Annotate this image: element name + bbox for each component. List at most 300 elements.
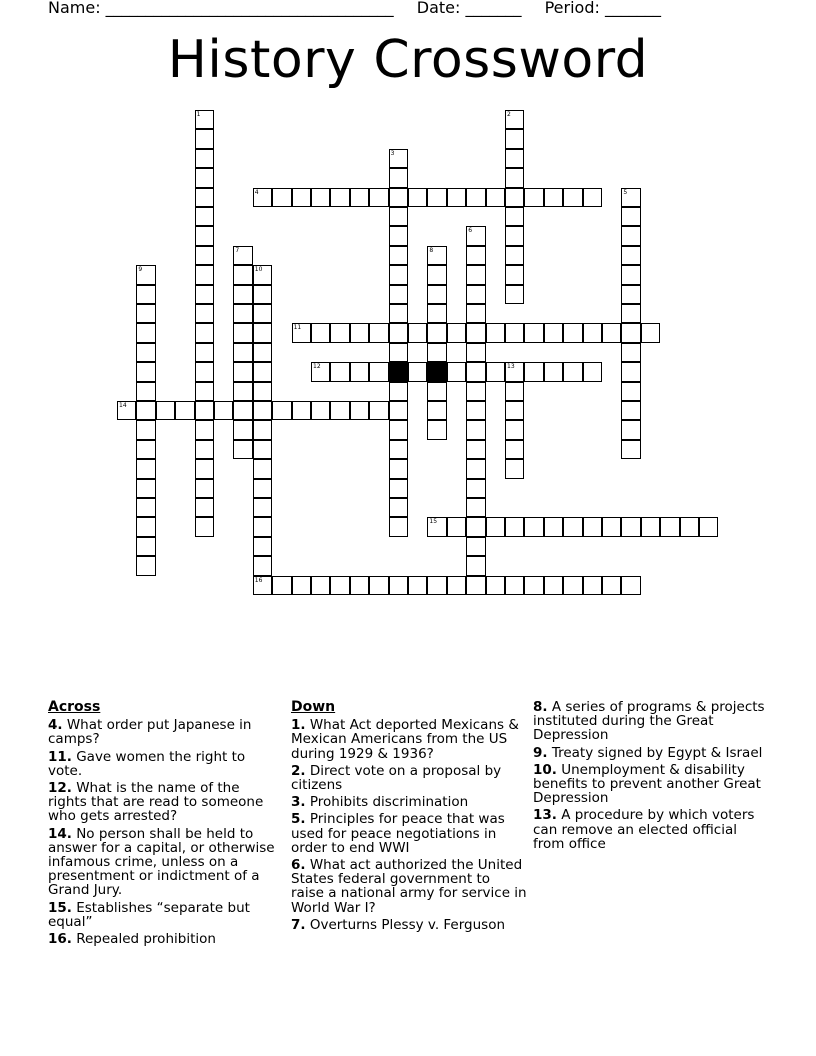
clue-number-label: 7.: [291, 916, 306, 933]
clue-number: 5: [623, 188, 628, 196]
grid-cell[interactable]: [427, 323, 446, 342]
grid-cell[interactable]: [117, 401, 136, 420]
grid-cell[interactable]: [466, 226, 485, 245]
clue-number: 6: [468, 227, 473, 235]
grid-cell[interactable]: [486, 517, 505, 536]
grid-cell[interactable]: [389, 168, 408, 187]
grid-cell[interactable]: [466, 517, 485, 536]
grid-cell[interactable]: [136, 401, 155, 420]
grid-cell[interactable]: [621, 576, 640, 595]
grid-cell[interactable]: [466, 401, 485, 420]
page-title: History Crossword: [167, 30, 649, 90]
clue-item: [291, 918, 527, 932]
grid-cell[interactable]: [136, 420, 155, 439]
clue-number: 15: [429, 518, 438, 526]
grid-cell[interactable]: [253, 440, 272, 459]
grid-cell[interactable]: [330, 401, 349, 420]
grid-cell[interactable]: [466, 382, 485, 401]
grid-cell[interactable]: [253, 459, 272, 478]
grid-cell[interactable]: [621, 382, 640, 401]
clue-text: Prohibits discrimination: [305, 794, 469, 811]
grid-cell[interactable]: [621, 323, 640, 342]
grid-cell[interactable]: [233, 246, 252, 265]
grid-cell[interactable]: [233, 401, 252, 420]
grid-cell[interactable]: [699, 517, 718, 536]
clue-item: [48, 718, 280, 746]
grid-cell[interactable]: [195, 304, 214, 323]
grid-cell[interactable]: [233, 304, 252, 323]
grid-cell[interactable]: [272, 576, 291, 595]
grid-cell[interactable]: [175, 401, 194, 420]
grid-cell[interactable]: [466, 440, 485, 459]
clue-number: 4: [254, 188, 259, 196]
grid-cell[interactable]: [350, 362, 369, 381]
clue-text: Gave women the right to vote.: [48, 748, 246, 779]
grid-cell[interactable]: [369, 401, 388, 420]
across-heading: Across: [48, 699, 101, 715]
grid-cell[interactable]: [466, 537, 485, 556]
grid-cell[interactable]: [544, 362, 563, 381]
grid-cell[interactable]: [524, 362, 543, 381]
grid-cell[interactable]: [195, 129, 214, 148]
grid-cell[interactable]: [253, 382, 272, 401]
grid-cell[interactable]: [311, 323, 330, 342]
grid-cell[interactable]: [466, 556, 485, 575]
grid-cell[interactable]: [524, 517, 543, 536]
down-heading: Down: [291, 699, 336, 715]
clue-text: No person shall be held to answer for a capital, or otherwise infamous crime, unless on a presentment or indictment of a Grand Jury.: [48, 825, 275, 899]
clue-number: 9: [138, 266, 143, 274]
grid-cell[interactable]: [253, 401, 272, 420]
grid-cell[interactable]: [330, 188, 349, 207]
grid-cell[interactable]: [311, 576, 330, 595]
clue-number: 2: [507, 111, 511, 118]
grid-cell[interactable]: [233, 323, 252, 342]
grid-cell[interactable]: [350, 576, 369, 595]
grid-cell[interactable]: [195, 479, 214, 498]
grid-cell[interactable]: [369, 362, 388, 381]
grid-cell[interactable]: [389, 265, 408, 284]
grid-cell[interactable]: [563, 188, 582, 207]
name-field[interactable]: Name: ____________________________________: [48, 0, 394, 17]
clue-item: [291, 812, 527, 855]
grid-cell[interactable]: [583, 517, 602, 536]
clue-number-label: 12.: [48, 780, 72, 797]
grid-cell[interactable]: [427, 401, 446, 420]
grid-cell[interactable]: [466, 420, 485, 439]
grid-cell[interactable]: [427, 188, 446, 207]
grid-cell[interactable]: [272, 188, 291, 207]
grid-cell[interactable]: [466, 479, 485, 498]
clue-number: 14: [119, 402, 127, 409]
grid-cell[interactable]: [195, 459, 214, 478]
grid-cell[interactable]: [253, 498, 272, 517]
grid-cell[interactable]: [621, 246, 640, 265]
grid-cell[interactable]: [389, 343, 408, 362]
clue-text: What order put Japanese in camps?: [48, 717, 252, 748]
grid-cell[interactable]: [466, 343, 485, 362]
clue-item: [48, 932, 280, 946]
clue-item: [48, 827, 280, 898]
grid-cell[interactable]: [641, 323, 660, 342]
grid-cell[interactable]: [505, 265, 524, 284]
grid-cell[interactable]: [136, 498, 155, 517]
grid-cell[interactable]: [389, 226, 408, 245]
grid-cell[interactable]: [544, 188, 563, 207]
clue-number: 12: [313, 363, 321, 371]
grid-cell[interactable]: [195, 226, 214, 245]
grid-cell[interactable]: [447, 517, 466, 536]
grid-cell[interactable]: [389, 459, 408, 478]
grid-cell[interactable]: [195, 401, 214, 420]
grid-cell[interactable]: [389, 420, 408, 439]
clue-item: [533, 746, 765, 760]
grid-cell[interactable]: [447, 188, 466, 207]
grid-cell[interactable]: [253, 188, 272, 207]
grid-cell[interactable]: [563, 362, 582, 381]
grid-cell[interactable]: [233, 420, 252, 439]
grid-cell[interactable]: [195, 285, 214, 304]
grid-cell[interactable]: [505, 323, 524, 342]
clue-number: 8: [429, 246, 434, 254]
grid-cell[interactable]: [524, 576, 543, 595]
grid-cell[interactable]: [621, 226, 640, 245]
clue-item: [48, 901, 280, 929]
grid-cell[interactable]: [602, 517, 621, 536]
grid-cell[interactable]: [427, 265, 446, 284]
grid-cell[interactable]: [505, 246, 524, 265]
clue-number-label: 6.: [291, 857, 306, 874]
grid-cell[interactable]: [505, 576, 524, 595]
grid-cell[interactable]: [136, 265, 155, 284]
grid-cell[interactable]: [253, 576, 272, 595]
period-field[interactable]: Period: _______: [544, 0, 661, 17]
grid-cell[interactable]: [621, 207, 640, 226]
grid-cell[interactable]: [195, 323, 214, 342]
clue-item: [291, 795, 527, 809]
date-field[interactable]: Date: _______: [416, 0, 522, 17]
grid-cell[interactable]: [195, 498, 214, 517]
grid-cell[interactable]: [544, 323, 563, 342]
grid-cell[interactable]: [389, 323, 408, 342]
grid-cell[interactable]: [544, 576, 563, 595]
grid-cell[interactable]: [350, 188, 369, 207]
grid-cell[interactable]: [330, 576, 349, 595]
clue-number-label: 10.: [533, 761, 557, 778]
grid-cell[interactable]: [195, 440, 214, 459]
grid-cell[interactable]: [466, 576, 485, 595]
grid-cell[interactable]: [408, 362, 427, 381]
grid-cell[interactable]: [195, 382, 214, 401]
grid-cell[interactable]: [427, 576, 446, 595]
grid-cell[interactable]: [621, 440, 640, 459]
grid-cell[interactable]: [233, 362, 252, 381]
grid-cell[interactable]: [195, 517, 214, 536]
grid-cell[interactable]: [524, 323, 543, 342]
grid-cell[interactable]: [311, 362, 330, 381]
grid-cell[interactable]: [602, 576, 621, 595]
grid-cell[interactable]: [408, 323, 427, 342]
grid-cell[interactable]: [195, 420, 214, 439]
clue-item: [291, 858, 527, 915]
grid-cell[interactable]: [427, 343, 446, 362]
grid-cell[interactable]: [621, 343, 640, 362]
grid-cell[interactable]: [389, 246, 408, 265]
grid-cell[interactable]: [466, 265, 485, 284]
grid-cell[interactable]: [505, 188, 524, 207]
grid-cell[interactable]: [427, 285, 446, 304]
grid-cell[interactable]: [389, 479, 408, 498]
clue-item: [533, 700, 765, 743]
grid-cell[interactable]: [427, 382, 446, 401]
clue-text: Establishes “separate but equal”: [48, 899, 250, 930]
grid-cell[interactable]: [136, 343, 155, 362]
grid-cell[interactable]: [621, 517, 640, 536]
grid-cell[interactable]: [136, 362, 155, 381]
grid-cell[interactable]: [195, 149, 214, 168]
grid-cell[interactable]: [466, 323, 485, 342]
grid-cell[interactable]: [505, 382, 524, 401]
grid-cell[interactable]: [136, 556, 155, 575]
grid-cell[interactable]: [505, 362, 524, 381]
grid-cell[interactable]: [583, 188, 602, 207]
clue-text: Unemployment & disability benefits to prevent another Great Depression: [533, 761, 761, 807]
grid-cell[interactable]: [195, 362, 214, 381]
grid-cell[interactable]: [680, 517, 699, 536]
grid-cell[interactable]: [389, 498, 408, 517]
grid-cell[interactable]: [621, 265, 640, 284]
grid-cell[interactable]: [253, 304, 272, 323]
across-clue-list: [48, 718, 280, 946]
grid-cell[interactable]: [486, 188, 505, 207]
grid-cell[interactable]: [233, 265, 252, 284]
blocked-cell: [389, 362, 408, 381]
grid-cell[interactable]: [136, 285, 155, 304]
grid-cell[interactable]: [253, 537, 272, 556]
grid-cell[interactable]: [253, 323, 272, 342]
grid-cell[interactable]: [330, 362, 349, 381]
grid-cell[interactable]: [136, 537, 155, 556]
clue-number: 16: [254, 576, 263, 584]
grid-cell[interactable]: [253, 265, 272, 284]
grid-cell[interactable]: [292, 323, 311, 342]
grid-cell[interactable]: [195, 168, 214, 187]
clue-text: What act authorized the United States federal government to raise a national army for service in World War I?: [291, 857, 527, 916]
grid-cell[interactable]: [136, 517, 155, 536]
clue-item: [533, 763, 765, 806]
grid-cell[interactable]: [544, 517, 563, 536]
grid-cell[interactable]: [292, 401, 311, 420]
grid-cell[interactable]: [466, 304, 485, 323]
clue-text: Treaty signed by Egypt & Israel: [547, 744, 763, 761]
clue-number: 11: [293, 324, 302, 332]
grid-cell[interactable]: [505, 420, 524, 439]
grid-cell[interactable]: [253, 343, 272, 362]
grid-cell[interactable]: [233, 285, 252, 304]
grid-cell[interactable]: [369, 576, 388, 595]
clue-text: Repealed prohibition: [71, 931, 216, 948]
clue-text: What Act deported Mexicans & Mexican Americans from the US during 1929 & 1936?: [291, 717, 519, 762]
grid-cell[interactable]: [447, 323, 466, 342]
grid-cell[interactable]: [233, 440, 252, 459]
grid-cell[interactable]: [195, 110, 214, 129]
clue-number-label: 1.: [291, 717, 306, 734]
grid-cell[interactable]: [505, 207, 524, 226]
grid-cell[interactable]: [311, 401, 330, 420]
clue-number-label: 9.: [533, 744, 548, 761]
grid-cell[interactable]: [524, 188, 543, 207]
down-clues-continued: [533, 700, 765, 854]
grid-cell[interactable]: [466, 498, 485, 517]
grid-cell[interactable]: [621, 420, 640, 439]
grid-cell[interactable]: [136, 459, 155, 478]
clue-item: [291, 764, 527, 792]
grid-cell[interactable]: [505, 459, 524, 478]
grid-cell[interactable]: [136, 479, 155, 498]
grid-cell[interactable]: [505, 401, 524, 420]
grid-cell[interactable]: [195, 343, 214, 362]
grid-cell[interactable]: [389, 576, 408, 595]
grid-cell[interactable]: [253, 285, 272, 304]
grid-cell[interactable]: [466, 362, 485, 381]
grid-cell[interactable]: [505, 517, 524, 536]
grid-cell[interactable]: [621, 401, 640, 420]
grid-cell[interactable]: [253, 556, 272, 575]
grid-cell[interactable]: [466, 285, 485, 304]
grid-cell[interactable]: [505, 168, 524, 187]
grid-cell[interactable]: [389, 304, 408, 323]
grid-cell[interactable]: [583, 362, 602, 381]
clue-number: 10: [254, 266, 263, 274]
clue-number-label: 14.: [48, 825, 72, 842]
grid-cell[interactable]: [563, 576, 582, 595]
grid-cell[interactable]: [350, 401, 369, 420]
grid-cell[interactable]: [389, 382, 408, 401]
grid-cell[interactable]: [408, 188, 427, 207]
clue-text: Principles for peace that was used for peace negotiations in order to end WWI: [291, 811, 505, 856]
down-clue-list-continued: [533, 700, 765, 851]
grid-cell[interactable]: [389, 517, 408, 536]
grid-cell[interactable]: [330, 323, 349, 342]
grid-cell[interactable]: [486, 576, 505, 595]
grid-cell[interactable]: [466, 246, 485, 265]
clue-item: [48, 750, 280, 778]
grid-cell[interactable]: [602, 323, 621, 342]
grid-cell[interactable]: [660, 517, 679, 536]
grid-cell[interactable]: [505, 149, 524, 168]
grid-cell[interactable]: [466, 459, 485, 478]
grid-cell[interactable]: [311, 188, 330, 207]
grid-cell[interactable]: [466, 188, 485, 207]
grid-cell[interactable]: [389, 188, 408, 207]
grid-cell[interactable]: [621, 285, 640, 304]
grid-cell[interactable]: [156, 401, 175, 420]
grid-cell[interactable]: [563, 323, 582, 342]
grid-cell[interactable]: [427, 246, 446, 265]
grid-cell[interactable]: [389, 207, 408, 226]
clue-number-label: 13.: [533, 807, 557, 824]
across-clues: [48, 700, 280, 949]
grid-cell[interactable]: [350, 323, 369, 342]
grid-cell[interactable]: [195, 188, 214, 207]
grid-cell[interactable]: [583, 576, 602, 595]
clue-number-label: 11.: [48, 748, 72, 765]
grid-cell[interactable]: [253, 420, 272, 439]
clue-item: [533, 808, 765, 851]
grid-cell[interactable]: [505, 285, 524, 304]
clue-number-label: 16.: [48, 931, 72, 948]
grid-cell[interactable]: [369, 188, 388, 207]
blocked-cell: [427, 362, 446, 381]
grid-cell[interactable]: [195, 246, 214, 265]
grid-cell[interactable]: [389, 401, 408, 420]
grid-cell[interactable]: [389, 285, 408, 304]
grid-cell[interactable]: [447, 362, 466, 381]
grid-cell[interactable]: [583, 323, 602, 342]
grid-cell[interactable]: [427, 304, 446, 323]
grid-cell[interactable]: [641, 517, 660, 536]
grid-cell[interactable]: [389, 440, 408, 459]
grid-cell[interactable]: [621, 362, 640, 381]
grid-cell[interactable]: [505, 129, 524, 148]
clue-item: [291, 718, 527, 761]
grid-cell[interactable]: [505, 440, 524, 459]
clue-number-label: 8.: [533, 699, 548, 715]
grid-cell[interactable]: [505, 110, 524, 129]
grid-cell[interactable]: [253, 517, 272, 536]
grid-cell[interactable]: [292, 188, 311, 207]
grid-cell[interactable]: [136, 304, 155, 323]
clue-number: 1: [196, 111, 201, 118]
grid-cell[interactable]: [427, 517, 446, 536]
grid-cell[interactable]: [408, 576, 427, 595]
grid-cell[interactable]: [486, 362, 505, 381]
grid-cell[interactable]: [136, 323, 155, 342]
clue-number-label: 2.: [291, 762, 306, 779]
grid-cell[interactable]: [195, 207, 214, 226]
clue-number-label: 4.: [48, 717, 63, 734]
grid-cell[interactable]: [505, 226, 524, 245]
grid-cell[interactable]: [427, 420, 446, 439]
clue-text: A series of programs & projects instituted during the Great Depression: [533, 699, 765, 744]
clue-text: A procedure by which voters can remove an elected official from office: [533, 807, 755, 852]
grid-cell[interactable]: [253, 362, 272, 381]
clue-number: 7: [235, 246, 240, 254]
clue-number: 3: [390, 149, 395, 157]
grid-cell[interactable]: [486, 323, 505, 342]
grid-cell[interactable]: [136, 382, 155, 401]
grid-cell[interactable]: [621, 188, 640, 207]
grid-cell[interactable]: [214, 401, 233, 420]
grid-cell[interactable]: [621, 304, 640, 323]
clue-number-label: 5.: [291, 811, 306, 828]
clue-text: Direct vote on a proposal by citizens: [291, 762, 502, 794]
grid-cell[interactable]: [195, 265, 214, 284]
grid-cell[interactable]: [563, 517, 582, 536]
grid-cell[interactable]: [292, 576, 311, 595]
grid-cell[interactable]: [136, 440, 155, 459]
clue-number-label: 3.: [291, 794, 306, 811]
grid-cell[interactable]: [272, 401, 291, 420]
grid-cell[interactable]: [233, 382, 252, 401]
clue-number-label: 15.: [48, 899, 72, 916]
clue-text: What is the name of the rights that are read to someone who gets arrested?: [48, 780, 264, 825]
grid-cell[interactable]: [233, 343, 252, 362]
grid-cell[interactable]: [389, 149, 408, 168]
grid-cell[interactable]: [447, 576, 466, 595]
grid-cell[interactable]: [369, 323, 388, 342]
grid-cell[interactable]: [253, 479, 272, 498]
